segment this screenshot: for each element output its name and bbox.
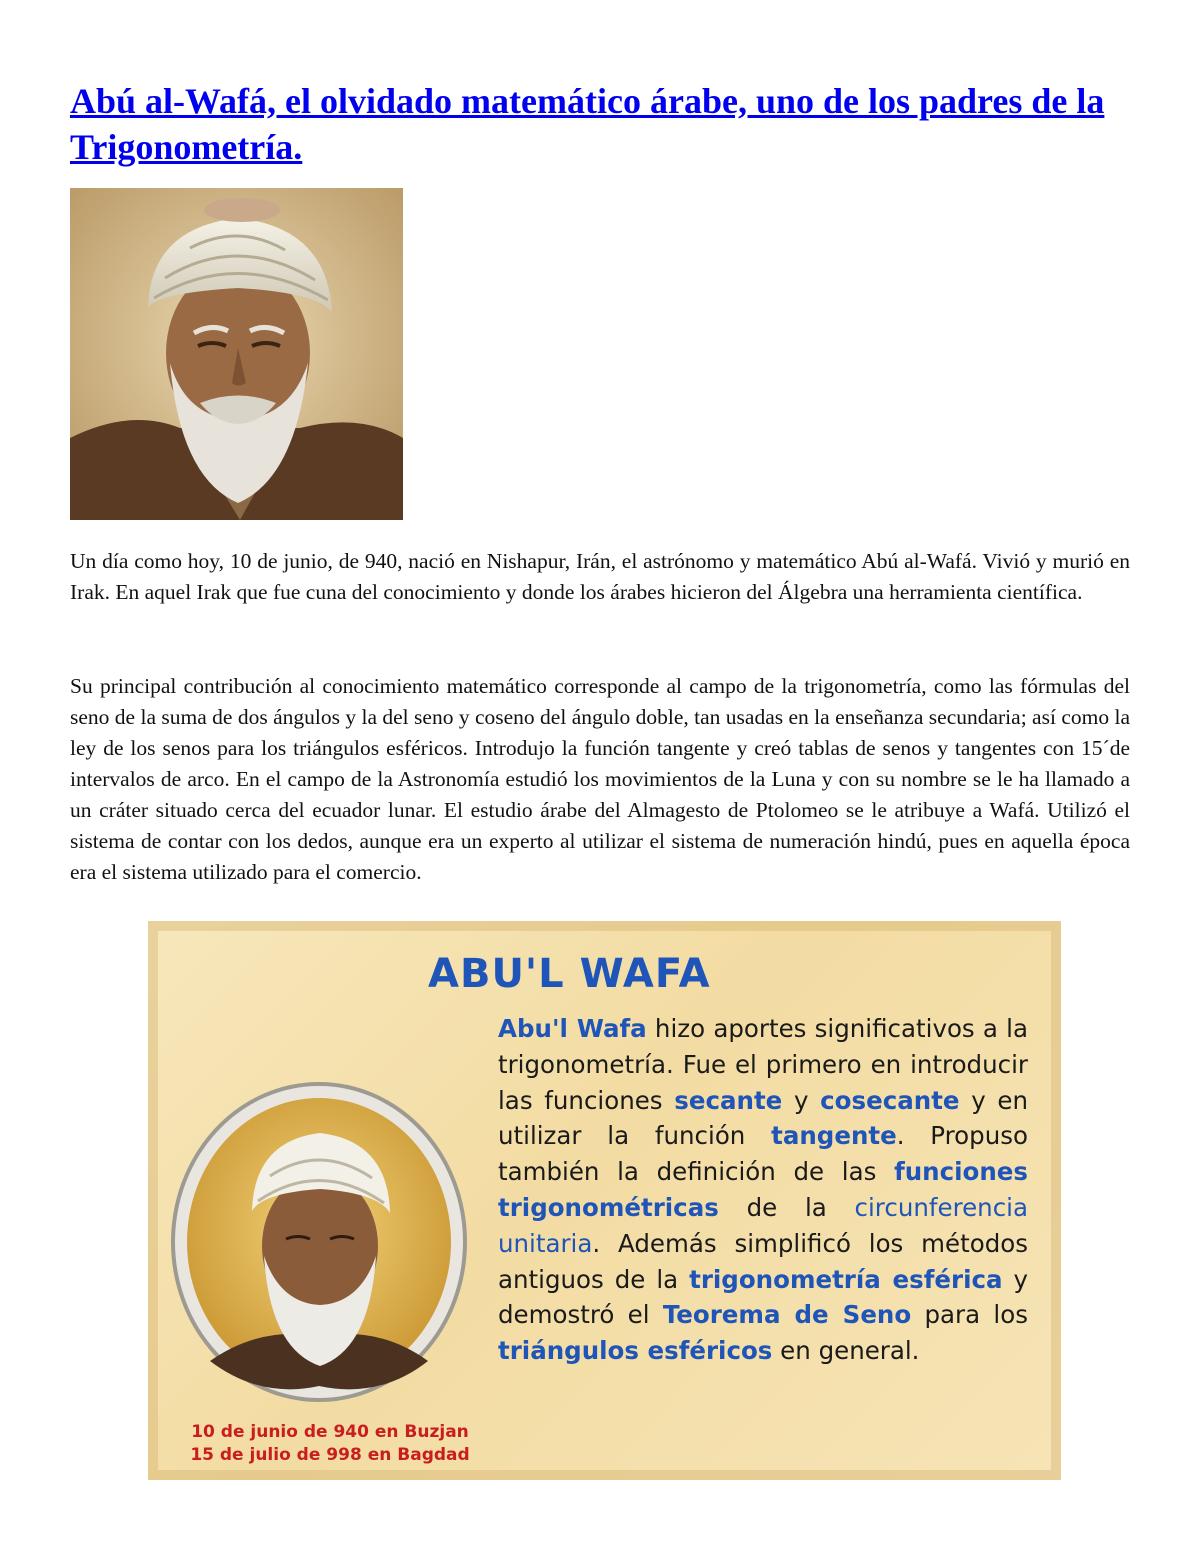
card-text-segment: Abu'l Wafa [498,1014,647,1043]
card-dates [170,1421,490,1467]
card-text-segment: triángulos esféricos [498,1336,773,1366]
card-description [498,1011,1028,1369]
card-text-segment: para los [911,1300,1028,1330]
card-text-segment: . Propuso también la definición de las [498,1121,1028,1187]
portrait-illustration [70,188,403,520]
date-birth: 10 de junio de 940 en Buzjan [191,1422,469,1442]
card-text-segment: Teorema de Seno [662,1300,912,1330]
card-text-segment: secante [674,1085,783,1115]
card-text-segment: funciones trigonométricas [498,1157,1028,1222]
card-text-segment: trigonometría esférica [689,1264,1003,1294]
card-text-segment: tangente [771,1121,897,1151]
card-heading: ABU'L WAFA [428,951,711,997]
card-text-segment: y en utilizar la función [498,1085,1028,1151]
portrait-image [70,188,403,520]
card-text-segment: y [782,1085,821,1115]
card-text-segment: en general. [772,1336,920,1366]
card-text-segment: hizo aportes significativos a la trigonometría. Fue el primero en introducir las funciones [498,1014,1028,1115]
card-text-segment: y demostró el [498,1264,1028,1330]
card-text-segment: de la [718,1192,855,1222]
card-portrait-medallion [170,1081,468,1403]
paragraph-intro: Un día como hoy, 10 de junio, de 940, nació en Nishapur, Irán, el astrónomo y matemático Abú al-Wafá. Vivió y murió en Irak. En aquel Irak que fue cuna del conocimiento y donde los árabes hicieron del Álgebra una herramienta científica. [70,549,1130,604]
card-text-segment: . Además simplificó los métodos antiguos de la [498,1228,1028,1294]
page-title[interactable]: Abú al-Wafá, el olvidado matemático árabe, uno de los padres de la Trigonometría. [70,81,1105,167]
date-death: 15 de julio de 998 en Bagdad [190,1445,470,1465]
info-card-image [148,921,1061,1480]
card-text-segment: circunferencia unitaria [498,1192,1028,1258]
card-text-segment: cosecante [820,1085,960,1115]
paragraph-contribution: Su principal contribución al conocimiento matemático corresponde al campo de la trigonometría, como las fórmulas del seno de la suma de dos ángulos y la del seno y coseno del ángulo doble, tan usadas en la enseñanza secundaria; así como la ley de los senos para los triángulos esféricos. Introdujo la función tangente y creó tablas de senos y tangentes con 15´de intervalos de arco. En el campo de la Astronomía estudió los movimientos de la Luna y con su nombre se le ha llamado a un cráter situado cerca del ecuador lunar. El estudio árabe del Almagesto de Ptolomeo se le atribuye a Wafá. Utilizó el sistema de contar con los dedos, aunque era un experto al utilizar el sistema de numeración hindú, pues en aquella época era el sistema utilizado para el comercio. [70,674,1130,884]
